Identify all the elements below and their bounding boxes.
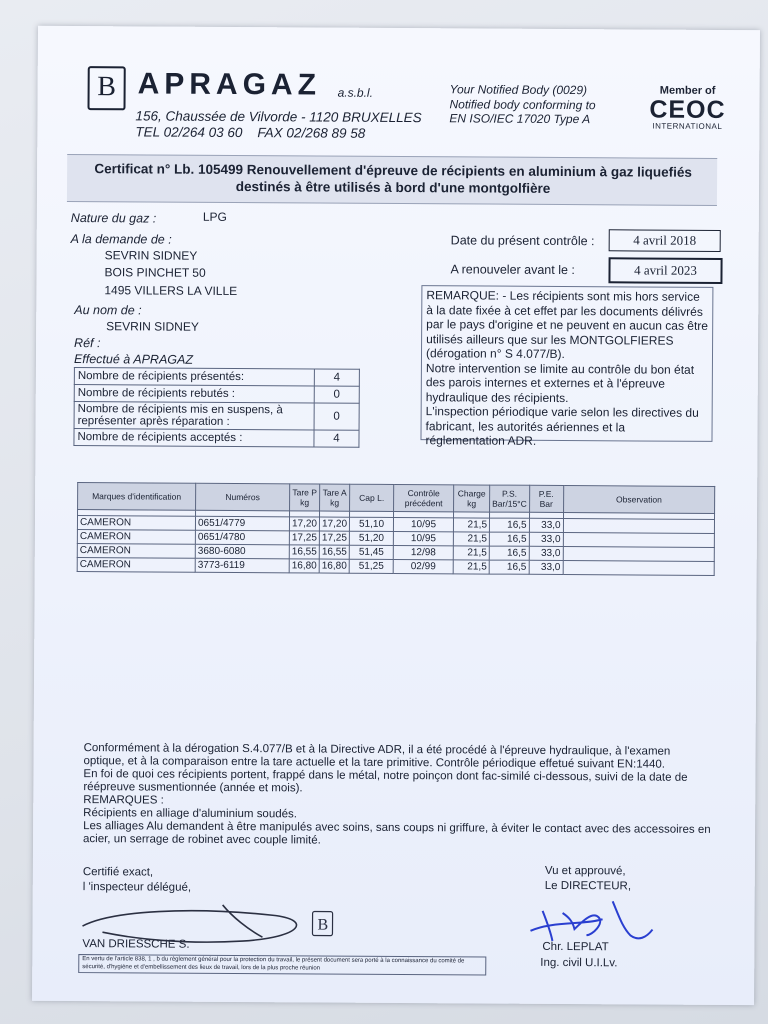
count-label: Nombre de récipients présentés:	[74, 368, 314, 386]
remarque-text-2: Notre intervention se limite au contrôle du bon état des parois internes et externes et à l'épreuve hydraulique des récipients.	[425, 360, 695, 405]
counts-table	[73, 367, 359, 448]
renouveler-date-value: 4 avril 2023	[608, 257, 722, 284]
cell-tare-a: 16,80	[319, 559, 349, 573]
inspecteur-label: l 'inspecteur délégué,	[82, 881, 192, 894]
effectue-label: Effectué à APRAGAZ	[73, 352, 194, 367]
ceoc-subtitle: INTERNATIONAL	[652, 121, 723, 131]
cell-numero: 3680-6080	[195, 544, 289, 559]
cell-controle: 12/98	[393, 545, 453, 559]
notified-line-1: Your Notified Body (0029)	[449, 82, 588, 98]
remarque-box	[420, 285, 713, 448]
header-tare-a: Tare A kg	[320, 484, 350, 511]
cell-numero: 3773-6119	[195, 558, 289, 573]
cell-cap: 51,25	[349, 559, 393, 573]
demande-address-2: 1495 VILLERS LA VILLE	[104, 283, 238, 299]
demande-name: SEVRIN SIDNEY	[104, 248, 198, 263]
count-label: Nombre de récipients mis en suspens, à représenter après réparation :	[74, 402, 314, 430]
title-line-2: destinés à être utilisés à bord d'une montgolfière	[235, 179, 551, 196]
nature-value: LPG	[202, 209, 227, 224]
cell-ps: 16,5	[489, 560, 529, 574]
table-row	[77, 558, 714, 576]
cell-charge: 21,5	[453, 518, 489, 532]
conformity-paragraph-4: Les alliages Alu demandent à être manipulés avec soins, sans coups ni griffure, à éviter le contact avec des accessoires en acier, un serrage de robinet avec couple limité.	[83, 820, 711, 847]
cell-cap: 51,10	[349, 517, 393, 531]
cell-tare-p: 16,80	[289, 559, 319, 573]
cell-pe: 33,0	[529, 532, 563, 546]
cylinders-table	[77, 482, 716, 576]
cell-observation	[563, 533, 714, 548]
counts-row	[74, 429, 359, 448]
title-line-1: Certificat n° Lb. 105499 Renouvellement d'épreuve de récipients en aluminium à gaz liquefiés	[94, 161, 692, 180]
directeur-name: Chr. LEPLAT	[542, 940, 609, 954]
counts-row	[74, 368, 359, 387]
cell-cap: 51,20	[349, 531, 393, 545]
directeur-label: Le DIRECTEUR,	[544, 879, 632, 893]
cell-ps: 16,5	[489, 532, 529, 546]
cell-controle: 10/95	[393, 517, 453, 531]
cell-observation	[563, 519, 714, 534]
cell-charge: 21,5	[453, 560, 489, 574]
cell-charge: 21,5	[453, 532, 489, 546]
inspecteur-name: VAN DRIESSCHE S.	[82, 938, 190, 951]
conformity-text	[83, 742, 714, 850]
header-ps: P.S. Bar/15°C	[490, 485, 530, 512]
notified-body-block	[449, 82, 595, 126]
count-value: 4	[314, 430, 359, 447]
cell-tare-p: 16,55	[289, 545, 319, 559]
counts-row	[74, 402, 359, 431]
count-label: Nombre de récipients rebutés :	[74, 385, 314, 403]
cell-pe: 33,0	[529, 518, 563, 532]
count-value: 0	[314, 386, 359, 403]
remarque-text-1: REMARQUE: - Les récipients sont mis hors service à la date fixée à cet effet par les documents délivrés par le pays d'origine et ne peuvent en aucun cas être utilisés ailleurs que sur les MONTGOLFIERES (dérogation n° S 4.077/B).	[425, 288, 709, 362]
remarques-label: REMARQUES :	[83, 794, 164, 807]
cell-tare-a: 17,25	[319, 531, 349, 545]
conformity-paragraph-3: Récipients en alliage d'aluminium soudés.	[83, 807, 298, 821]
demande-label: A la demande de :	[70, 231, 172, 247]
approuve-label: Vu et approuvé,	[544, 864, 626, 878]
cell-tare-p: 17,25	[289, 531, 319, 545]
cell-marque: CAMERON	[77, 544, 195, 559]
count-value: 4	[314, 369, 359, 386]
apragaz-logo-icon: B	[87, 66, 125, 110]
remarque-text-3: L'inspection périodique varie selon les directives du fabricant, les autorités aériennes et la réglementation ADR.	[425, 404, 699, 448]
cell-observation	[563, 561, 714, 576]
cell-tare-a: 17,20	[319, 517, 349, 531]
cell-cap: 51,45	[349, 545, 393, 559]
renouveler-label: A renouveler avant le :	[450, 262, 575, 278]
cell-controle: 10/95	[393, 531, 453, 545]
controle-date-value: 4 avril 2018	[609, 229, 721, 252]
controle-date-label: Date du présent contrôle :	[450, 233, 595, 249]
cell-marque: CAMERON	[77, 558, 195, 573]
cell-observation	[563, 547, 714, 562]
ceoc-logo: CEOC	[649, 95, 726, 124]
cell-ps: 16,5	[489, 518, 529, 532]
nature-label: Nature du gaz :	[70, 210, 157, 226]
cell-controle: 02/99	[393, 559, 453, 573]
header-controle: Contrôle précédent	[394, 484, 454, 511]
header-pe: P.E. Bar	[529, 485, 563, 512]
cell-numero: 0651/4780	[195, 530, 289, 545]
certifie-label: Certifié exact,	[82, 866, 154, 879]
director-signature-icon	[522, 891, 662, 952]
counts-row	[74, 385, 359, 404]
ceoc-member-label: Member of	[659, 84, 716, 97]
conformity-paragraph-2: En foi de quoi ces récipients portent, frappé dans le métal, notre poinçon dont fac-similé ci-dessous, suivi de la date de réépreuve susmentionnée (année et mois).	[83, 768, 688, 795]
cell-marque: CAMERON	[77, 516, 195, 531]
header-tare-p: Tare P kg	[290, 484, 320, 511]
cell-pe: 33,0	[529, 546, 563, 560]
directeur-title: Ing. civil U.I.Lv.	[540, 956, 618, 970]
address-block	[135, 108, 421, 142]
cell-marque: CAMERON	[77, 530, 195, 545]
table-header-row	[78, 483, 715, 514]
header-observation: Observation	[563, 486, 715, 514]
cell-tare-p: 17,20	[289, 517, 319, 531]
brand-suffix: a.s.b.l.	[337, 85, 374, 100]
legal-notice: En vertu de l'article 838, 1 , b du règlement général pour la protection du travail, le présent document sera porté à la connaissance du comité de sécurité, d'hygiène et d'embellissement des lieux de travail, lors de la plus proche réunion	[78, 954, 486, 975]
count-value: 0	[314, 403, 359, 430]
header-cap: Cap L.	[350, 484, 394, 511]
certificate-sheet	[32, 26, 760, 1005]
header-charge: Charge kg	[454, 485, 490, 512]
nom-value: SEVRIN SIDNEY	[106, 319, 199, 334]
certificate-title	[77, 160, 709, 198]
count-label: Nombre de récipients acceptés :	[74, 429, 314, 447]
cell-tare-a: 16,55	[319, 545, 349, 559]
demande-address-1: BOIS PINCHET 50	[104, 265, 206, 280]
address-line-1: 156, Chaussée de Vilvorde - 1120 BRUXELLES	[135, 108, 422, 126]
cell-numero: 0651/4779	[195, 516, 289, 531]
svg-text:B: B	[317, 916, 329, 934]
brand-name: APRAGAZ	[137, 67, 322, 102]
cell-ps: 16,5	[489, 546, 529, 560]
header-marques: Marques d'identification	[78, 483, 196, 511]
notified-line-3: EN ISO/IEC 17020 Type A	[449, 111, 591, 127]
cell-charge: 21,5	[453, 546, 489, 560]
header-numeros: Numéros	[196, 483, 290, 511]
conformity-paragraph-1: Conformément à la dérogation S.4.077/B et à la Directive ADR, il a été procédé à l'épreuve hydraulique, à l'examen optique, et à la comparaison entre la tare actuelle et la tare primitive. Contrôle périodique effetué suivant EN:1440.	[83, 742, 671, 771]
nom-label: Au nom de :	[74, 303, 142, 318]
address-line-2: TEL 02/264 03 60 FAX 02/268 89 58	[135, 124, 366, 141]
ref-label: Réf :	[74, 336, 101, 351]
cell-pe: 33,0	[529, 560, 563, 574]
inspector-signature-icon	[72, 896, 352, 958]
notified-line-2: Notified body conforming to	[449, 96, 596, 112]
